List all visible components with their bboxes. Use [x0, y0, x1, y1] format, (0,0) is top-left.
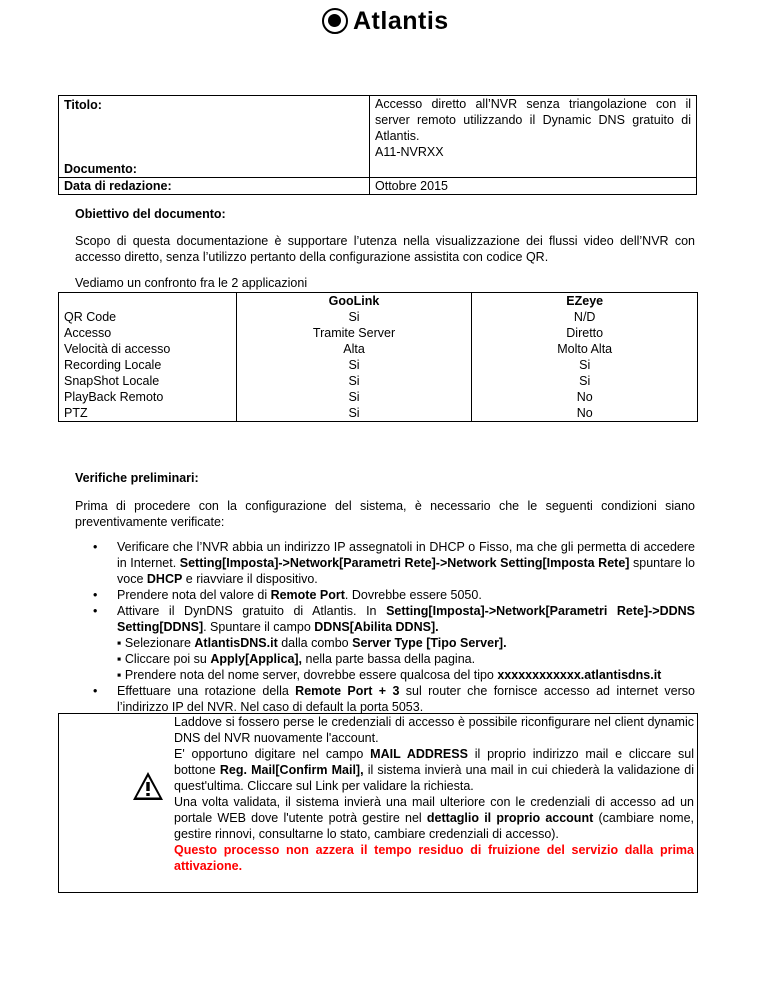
bullet-glyph: •	[93, 540, 98, 554]
goolink-cell: Si	[236, 389, 472, 405]
table-row	[59, 357, 698, 373]
row-label: PlayBack Remoto	[59, 389, 237, 405]
table-row	[59, 309, 698, 325]
goolink-cell: Si	[236, 405, 472, 422]
ezeye-cell: N/D	[472, 309, 698, 325]
ezeye-cell: Diretto	[472, 325, 698, 341]
ezeye-cell: Si	[472, 373, 698, 389]
document-info-table	[58, 95, 697, 195]
row-label: SnapShot Locale	[59, 373, 237, 389]
warning-note-box	[58, 713, 698, 893]
table-row	[59, 389, 698, 405]
prelim-text: Prima di procedere con la configurazione del sistema, è necessario che le seguenti condizioni siano preventivamente verificate:	[75, 499, 695, 529]
list-item: • Effettuare una rotazione della Remote Port + 3 sul router che fornisce accesso ad internet verso l’indirizzo IP del NVR. Nel caso di default la porta 5053.	[93, 684, 695, 714]
table-row	[59, 325, 698, 341]
objective-heading: Obiettivo del documento:	[75, 207, 226, 221]
row-label: Accesso	[59, 325, 237, 341]
objective-text: Scopo di questa documentazione è supportare l’utenza nella visualizzazione dei flussi video dell’NVR con accesso diretto, senza l’utilizzo pertanto della configurazione assistita con codice QR.	[75, 234, 695, 264]
list-item: • Verificare che l’NVR abbia un indirizzo IP assegnatoli in DHCP o Fisso, ma che gli permetta di accedere in Internet. Setting[Imposta]->Network[Parametri Rete]->Network Setting[Imposta Rete] spuntare lo voce DHCP e riavviare il dispositivo.	[93, 540, 695, 586]
table-row	[59, 373, 698, 389]
column-header-ezeye: EZeye	[472, 293, 698, 310]
logo-text: Atlantis	[353, 7, 449, 35]
date-label: Data di redazione:	[59, 178, 370, 195]
ezeye-cell: Molto Alta	[472, 341, 698, 357]
goolink-cell: Alta	[236, 341, 472, 357]
sub-step: ▪ Selezionare AtlantisDNS.it dalla combo Server Type [Tipo Server].	[117, 636, 507, 650]
goolink-cell: Si	[236, 373, 472, 389]
column-header	[59, 293, 237, 310]
row-label: Recording Locale	[59, 357, 237, 373]
atlantis-logo-icon	[322, 8, 348, 34]
title-value: Accesso diretto all’NVR senza triangolazione con il server remoto utilizzando il Dynamic DNS gratuito di Atlantis.	[375, 97, 691, 143]
note-paragraph: Laddove si fossero perse le credenziali di accesso è possibile riconfigurare nel client dynamic DNS del NVR nuovamente l'account.	[174, 715, 694, 745]
table-row	[59, 405, 698, 422]
document-label: Documento:	[64, 162, 137, 176]
goolink-cell: Si	[236, 357, 472, 373]
sub-step: ▪ Cliccare poi su Apply[Applica], nella parte bassa della pagina.	[117, 652, 476, 666]
bullet-glyph: •	[93, 684, 98, 698]
atlantis-logo	[322, 6, 449, 36]
date-value: Ottobre 2015	[370, 178, 697, 195]
warning-icon	[131, 770, 165, 802]
row-label: PTZ	[59, 405, 237, 422]
prelim-heading: Verifiche preliminari:	[75, 471, 199, 485]
goolink-cell: Si	[236, 309, 472, 325]
ezeye-cell: Si	[472, 357, 698, 373]
goolink-cell: Tramite Server	[236, 325, 472, 341]
row-label: Velocità di accesso	[59, 341, 237, 357]
list-item: • Prendere nota del valore di Remote Port. Dovrebbe essere 5050.	[93, 588, 482, 602]
row-label: QR Code	[59, 309, 237, 325]
note-warning-text: Questo processo non azzera il tempo residuo di fruizione del servizio dalla prima attivazione.	[174, 843, 694, 873]
bullet-glyph: •	[93, 604, 98, 618]
comparison-intro: Vediamo un confronto fra le 2 applicazioni	[75, 276, 308, 290]
document-value: A11-NVRXX	[375, 145, 444, 159]
bullet-glyph: •	[93, 588, 98, 602]
note-paragraph: E' opportuno digitare nel campo MAIL ADDRESS il proprio indirizzo mail e cliccare sul bottone Reg. Mail[Confirm Mail], il sistema invierà una mail in cui chiederà la validazione di quest'ultima. Cliccare sul Link per validare la richiesta.	[174, 747, 695, 793]
title-label: Titolo:	[64, 98, 102, 112]
table-header-row	[59, 293, 698, 310]
checks-list	[75, 539, 695, 715]
list-item: • Attivare il DynDNS gratuito di Atlantis. In Setting[Imposta]->Network[Parametri Rete]->DDNS Setting[DDNS]. Spuntare il campo DDNS[Abilita DDNS]. ▪ Selezionare AtlantisDNS.it dalla combo Server Type [Tipo Server]. ▪ Cliccare poi su Apply[Applica], nella parte bassa della pagina. ▪ Prendere nota del nome server, dovrebbe essere qualcosa del tipo xxxxxxxxxxxx.atlantisdns.it	[93, 604, 695, 682]
column-header-goolink: GooLink	[236, 293, 472, 310]
sub-step: ▪ Prendere nota del nome server, dovrebbe essere qualcosa del tipo xxxxxxxxxxxx.atlantisdns.it	[117, 668, 662, 682]
ezeye-cell: No	[472, 389, 698, 405]
ezeye-cell: No	[472, 405, 698, 422]
comparison-table	[58, 292, 698, 422]
note-text	[174, 714, 694, 874]
note-paragraph: Una volta validata, il sistema invierà una mail ulteriore con le credenziali di accesso ad un portale WEB dove l'utente potrà gestire nel dettaglio il proprio account (cambiare nome, gestire rinnovi, consultarne lo stato, cambiare credenziali di accesso).	[174, 795, 694, 841]
table-row	[59, 341, 698, 357]
